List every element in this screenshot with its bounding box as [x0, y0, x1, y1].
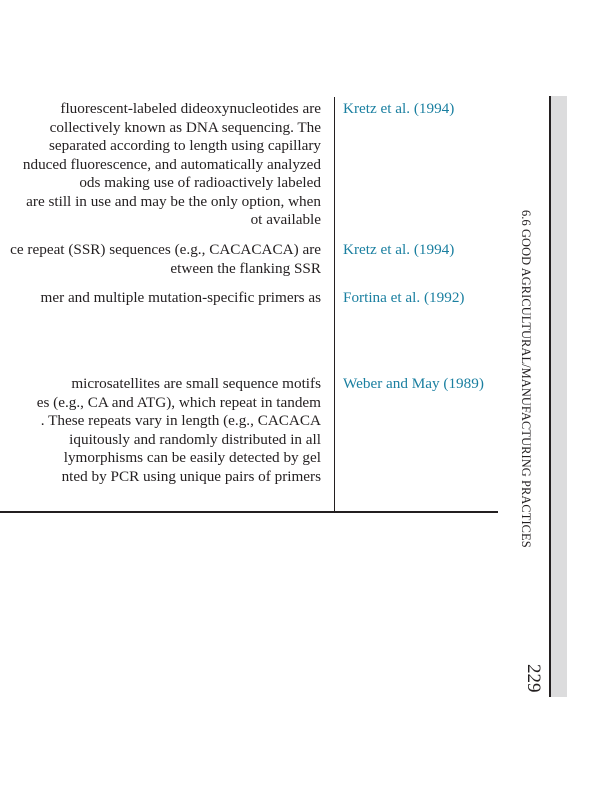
description-line: lymorphisms can be easily detected by gel: [63, 449, 321, 466]
description-line: es (e.g., CA and ATG), which repeat in tandem: [36, 393, 321, 411]
table-row-3-reference-link[interactable]: Fortina et al. (1992): [343, 289, 465, 306]
running-head: 6.6 GOOD AGRICULTURAL/MANUFACTURING PRACTICES: [519, 210, 533, 548]
description-line: mer and multiple mutation-specific primers as: [40, 289, 321, 306]
description-line: microsatellites are small sequence motifs: [71, 375, 321, 392]
table-row-2-reference-link[interactable]: Kretz et al. (1994): [343, 241, 455, 258]
description-line: collectively known as DNA sequencing. The: [49, 118, 321, 136]
page-number: 229: [523, 664, 544, 693]
description-line: iquitously and randomly distributed in all: [69, 430, 321, 448]
table-row-4-reference-link[interactable]: Weber and May (1989): [343, 375, 484, 392]
table-column-divider: [334, 97, 335, 512]
table-row-1-description: [0, 100, 321, 230]
description-line: ot available: [250, 211, 321, 228]
description-line: are still in use and may be the only option, when: [26, 192, 321, 210]
page-edge-strip: [549, 96, 567, 697]
description-line: ods making use of radioactively labeled: [79, 174, 321, 191]
description-line: . These repeats vary in length (e.g., CACACA: [40, 412, 321, 429]
description-line: nduced fluorescence, and automatically analyzed: [22, 155, 321, 173]
description-line: fluorescent-labeled dideoxynucleotides are: [60, 100, 321, 117]
description-line: ce repeat (SSR) sequences (e.g., CACACACA) are: [10, 241, 321, 258]
description-line: separated according to length using capillary: [48, 137, 321, 154]
table-row-3-description: [0, 289, 321, 308]
table-bottom-rule: [0, 511, 498, 513]
page-edge-rule: [549, 96, 551, 697]
table-row-1-reference-link[interactable]: Kretz et al. (1994): [343, 100, 455, 117]
table-row-2-description: [0, 241, 321, 278]
table-row-4-description: [0, 375, 321, 486]
description-line: etween the flanking SSR: [170, 259, 321, 277]
description-line: nted by PCR using unique pairs of primers: [61, 467, 321, 485]
